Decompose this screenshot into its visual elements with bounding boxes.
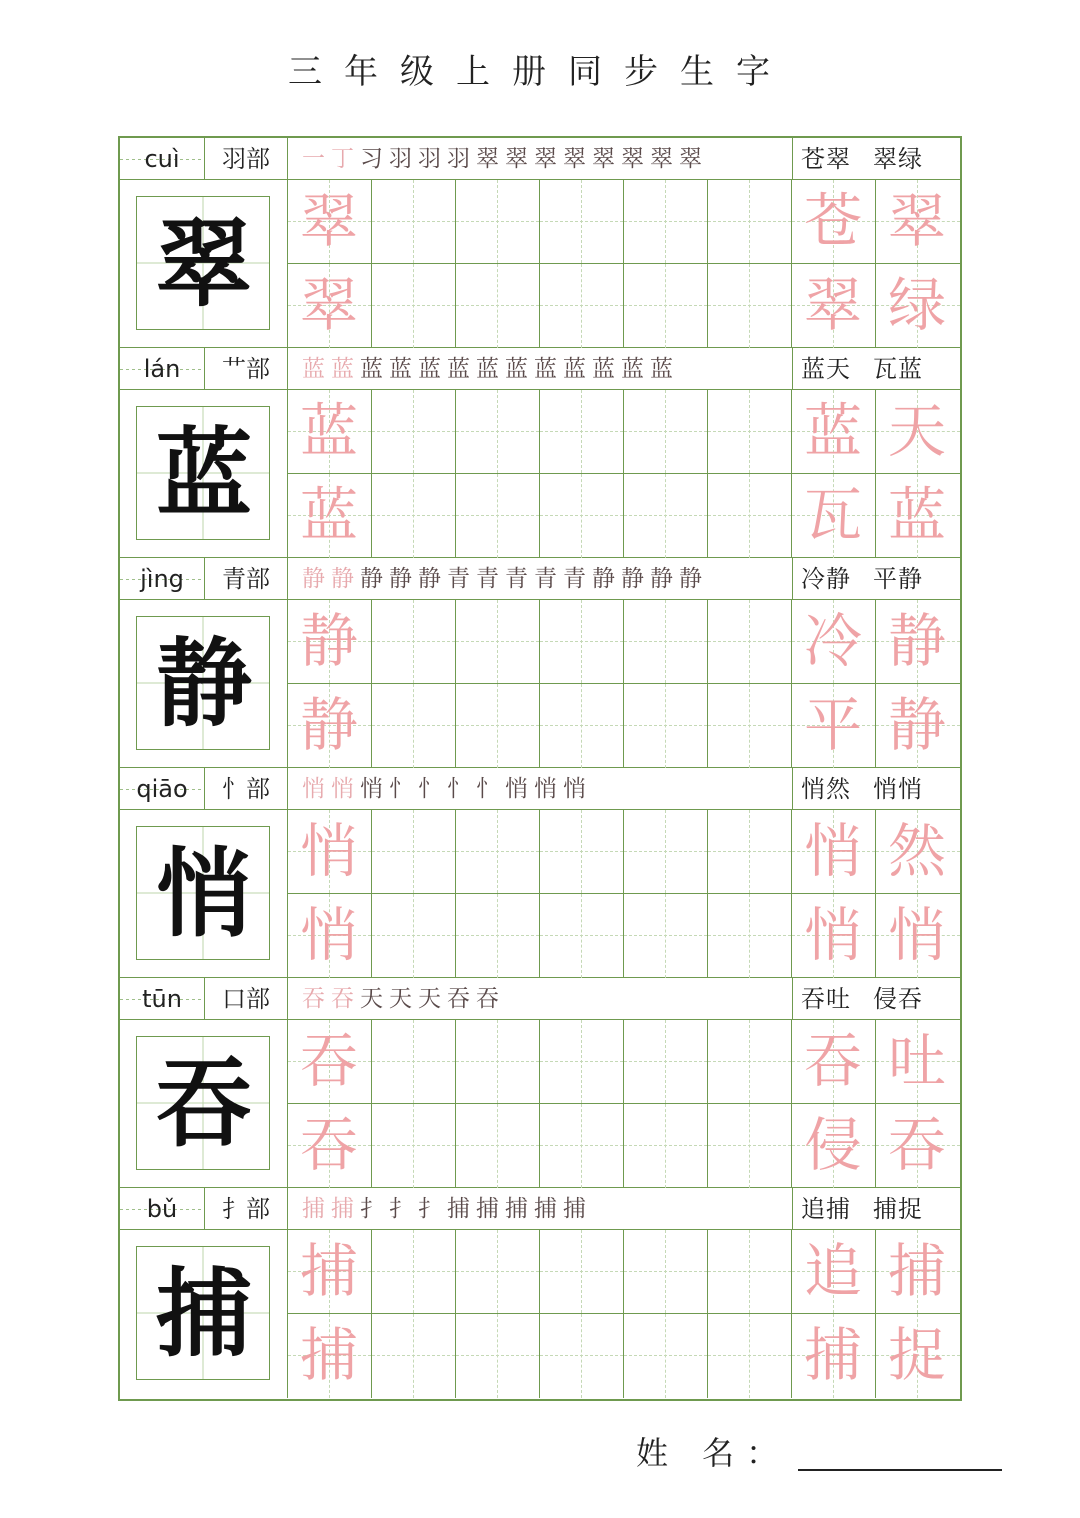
writing-cell[interactable] [372,684,456,768]
writing-cell[interactable] [372,180,456,264]
trace-character: 静 [299,691,358,759]
stroke-step: 青 [505,566,530,592]
trace-character: 吐 [887,1027,946,1095]
stroke-step: 蓝 [389,356,414,382]
stroke-step: 吞 [331,986,356,1012]
trace-cell[interactable] [288,1314,372,1398]
trace-character: 侵 [803,1111,862,1179]
stroke-step: 捕 [476,1196,501,1222]
writing-cell[interactable] [540,810,624,894]
pinyin-label: lán [120,348,204,390]
word-trace-cell[interactable] [876,1020,960,1104]
writing-cell[interactable] [372,894,456,978]
writing-cell[interactable] [540,684,624,768]
word-trace-cell[interactable] [876,600,960,684]
character-block [120,138,960,348]
stroke-step: 天 [389,986,414,1012]
word-trace-cell[interactable] [792,1230,876,1314]
stroke-step: 忄 [476,776,501,802]
example-words [792,768,960,810]
trace-character: 吞 [299,1111,358,1179]
trace-character: 蓝 [803,397,862,465]
word-trace-cell[interactable] [876,264,960,348]
word-trace-cell[interactable] [876,684,960,768]
word-trace-cell[interactable] [792,600,876,684]
stroke-step: 蓝 [592,356,617,382]
name-blank-line[interactable] [798,1441,1002,1471]
pinyin-label: cuì [120,138,204,180]
writing-cell[interactable] [372,810,456,894]
trace-cell[interactable] [288,1230,372,1314]
character-header [120,768,960,810]
writing-cell[interactable] [456,684,540,768]
stroke-step: 蓝 [302,356,327,382]
model-character: 吞 [156,1047,252,1160]
writing-cell[interactable] [708,1104,792,1188]
stroke-order-row [288,768,792,810]
writing-cell[interactable] [708,810,792,894]
stroke-step: 扌 [389,1196,414,1222]
practice-grid [288,1230,960,1398]
stroke-step: 天 [360,986,385,1012]
stroke-step: 静 [302,566,327,592]
trace-character: 静 [887,607,946,675]
stroke-step: 静 [331,566,356,592]
radical-label: 扌部 [204,1188,288,1230]
model-character: 悄 [156,837,252,950]
trace-character: 吞 [803,1027,862,1095]
word-trace-cell[interactable] [876,1104,960,1188]
word-trace-cell[interactable] [792,1314,876,1398]
trace-cell[interactable] [288,1104,372,1188]
character-header [120,978,960,1020]
stroke-step: 蓝 [360,356,385,382]
writing-cell[interactable] [456,474,540,558]
example-word: 苍翠 [801,145,851,173]
stroke-step: 蓝 [418,356,443,382]
trace-character: 静 [299,607,358,675]
trace-character: 平 [803,691,862,759]
pinyin-label: jìng [120,558,204,600]
stroke-step: 静 [650,566,675,592]
model-character: 捕 [156,1257,252,1370]
stroke-step: 静 [621,566,646,592]
writing-cell[interactable] [624,1314,708,1398]
writing-cell[interactable] [708,390,792,474]
trace-character: 蓝 [299,397,358,465]
model-character-box [136,616,270,750]
trace-character: 翠 [803,271,862,339]
stroke-step: 翠 [534,146,559,172]
word-trace-cell[interactable] [876,810,960,894]
practice-sheet [118,136,962,1401]
writing-cell[interactable] [708,180,792,264]
trace-character: 苍 [803,187,862,255]
radical-label: 艹部 [204,348,288,390]
trace-character: 悄 [299,817,358,885]
stroke-step: 悄 [534,776,559,802]
stroke-step: 青 [534,566,559,592]
writing-cell[interactable] [624,600,708,684]
trace-cell[interactable] [288,684,372,768]
stroke-step: 翠 [592,146,617,172]
word-trace-cell[interactable] [876,894,960,978]
model-character-box [136,1036,270,1170]
writing-cell[interactable] [372,390,456,474]
stroke-step: 翠 [621,146,646,172]
example-word: 蓝天 [801,355,851,383]
trace-character: 蓝 [299,481,358,549]
trace-character: 静 [887,691,946,759]
stroke-step: 羽 [418,146,443,172]
example-word: 冷静 [801,565,851,593]
example-word: 侵吞 [873,985,923,1013]
trace-cell[interactable] [288,264,372,348]
stroke-step: 扌 [360,1196,385,1222]
word-trace-cell[interactable] [792,390,876,474]
stroke-step: 丁 [331,146,356,172]
writing-cell[interactable] [540,894,624,978]
stroke-order-row [288,348,792,390]
word-trace-cell[interactable] [792,810,876,894]
word-trace-cell[interactable] [792,180,876,264]
stroke-step: 静 [592,566,617,592]
writing-cell[interactable] [624,390,708,474]
page-title: 三年级上册同步生字 [288,52,792,92]
model-character: 静 [156,627,252,740]
trace-cell[interactable] [288,474,372,558]
example-word: 平静 [873,565,923,593]
writing-cell[interactable] [708,894,792,978]
stroke-step: 吞 [476,986,501,1012]
stroke-order-row [288,138,792,180]
character-block [120,978,960,1188]
writing-cell[interactable] [456,1020,540,1104]
stroke-step: 蓝 [650,356,675,382]
stroke-order-row [288,558,792,600]
model-character-box [136,196,270,330]
stroke-step: 扌 [418,1196,443,1222]
example-words [792,348,960,390]
example-words [792,138,960,180]
writing-cell[interactable] [624,1104,708,1188]
stroke-order-row [288,1188,792,1230]
stroke-step: 静 [360,566,385,592]
stroke-step: 青 [476,566,501,592]
word-trace-cell[interactable] [876,390,960,474]
writing-cell[interactable] [708,474,792,558]
writing-cell[interactable] [456,180,540,264]
trace-character: 吞 [887,1111,946,1179]
practice-grid [288,600,960,768]
trace-cell[interactable] [288,600,372,684]
word-trace-cell[interactable] [876,1230,960,1314]
trace-character: 翠 [299,187,358,255]
trace-character: 捉 [887,1321,946,1389]
name-field[interactable] [636,1428,1002,1478]
character-block [120,768,960,978]
writing-cell[interactable] [708,684,792,768]
stroke-step: 悄 [505,776,530,802]
practice-grid [288,1020,960,1188]
word-trace-cell[interactable] [792,1104,876,1188]
example-word: 瓦蓝 [873,355,923,383]
stroke-step: 翠 [679,146,704,172]
trace-character: 悄 [887,901,946,969]
trace-character: 蓝 [887,481,946,549]
writing-cell[interactable] [540,1020,624,1104]
stroke-step: 蓝 [563,356,588,382]
trace-character: 吞 [299,1027,358,1095]
writing-cell[interactable] [372,1104,456,1188]
practice-grid [288,180,960,348]
trace-character: 追 [803,1237,862,1305]
writing-cell[interactable] [456,894,540,978]
stroke-step: 翠 [476,146,501,172]
trace-character: 绿 [887,271,946,339]
writing-cell[interactable] [456,390,540,474]
stroke-step: 捕 [505,1196,530,1222]
stroke-step: 翠 [563,146,588,172]
radical-label: 忄部 [204,768,288,810]
stroke-step: 青 [563,566,588,592]
stroke-order-row [288,978,792,1020]
writing-cell[interactable] [624,264,708,348]
example-word: 悄然 [801,775,851,803]
word-trace-cell[interactable] [876,180,960,264]
stroke-step: 吞 [302,986,327,1012]
stroke-step: 羽 [447,146,472,172]
trace-character: 冷 [803,607,862,675]
trace-cell[interactable] [288,390,372,474]
stroke-step: 悄 [563,776,588,802]
writing-cell[interactable] [540,1230,624,1314]
word-trace-cell[interactable] [876,474,960,558]
writing-cell[interactable] [624,810,708,894]
word-trace-cell[interactable] [792,474,876,558]
writing-cell[interactable] [624,1230,708,1314]
trace-cell[interactable] [288,894,372,978]
stroke-step: 捕 [447,1196,472,1222]
stroke-step: 忄 [389,776,414,802]
example-word: 悄悄 [873,775,923,803]
stroke-step: 静 [418,566,443,592]
trace-character: 天 [887,397,946,465]
stroke-step: 青 [447,566,472,592]
character-block [120,1188,960,1398]
stroke-step: 静 [679,566,704,592]
example-word: 追捕 [801,1195,851,1223]
model-character-box [136,826,270,960]
writing-cell[interactable] [624,474,708,558]
model-character-box [136,406,270,540]
pinyin-label: qiāo [120,768,204,810]
example-words [792,1188,960,1230]
stroke-step: 天 [418,986,443,1012]
model-character-box [136,1246,270,1380]
stroke-step: 蓝 [331,356,356,382]
writing-cell[interactable] [372,264,456,348]
character-header [120,348,960,390]
stroke-step: 一 [302,146,327,172]
trace-cell[interactable] [288,810,372,894]
word-trace-cell[interactable] [792,264,876,348]
stroke-step: 羽 [389,146,414,172]
writing-cell[interactable] [372,1020,456,1104]
trace-character: 捕 [887,1237,946,1305]
stroke-step: 翠 [650,146,675,172]
stroke-step: 吞 [447,986,472,1012]
stroke-step: 悄 [360,776,385,802]
writing-cell[interactable] [456,1314,540,1398]
writing-cell[interactable] [456,264,540,348]
writing-cell[interactable] [624,894,708,978]
model-character: 翠 [156,207,252,320]
radical-label: 羽部 [204,138,288,180]
pinyin-label: bǔ [120,1188,204,1230]
trace-character: 翠 [887,187,946,255]
stroke-step: 翠 [505,146,530,172]
pinyin-label: tūn [120,978,204,1020]
character-block [120,558,960,768]
stroke-step: 蓝 [534,356,559,382]
trace-character: 悄 [803,817,862,885]
writing-cell[interactable] [540,390,624,474]
practice-grid [288,810,960,978]
stroke-step: 捕 [534,1196,559,1222]
writing-cell[interactable] [624,684,708,768]
writing-cell[interactable] [708,1314,792,1398]
writing-cell[interactable] [456,1104,540,1188]
writing-cell[interactable] [624,180,708,264]
writing-cell[interactable] [372,474,456,558]
writing-cell[interactable] [372,1230,456,1314]
stroke-step: 蓝 [505,356,530,382]
writing-cell[interactable] [708,264,792,348]
trace-cell[interactable] [288,180,372,264]
trace-character: 翠 [299,271,358,339]
word-trace-cell[interactable] [792,684,876,768]
writing-cell[interactable] [372,600,456,684]
radical-label: 口部 [204,978,288,1020]
character-block [120,348,960,558]
model-character: 蓝 [156,417,252,530]
writing-cell[interactable] [540,264,624,348]
stroke-step: 忄 [447,776,472,802]
writing-cell[interactable] [456,600,540,684]
trace-character: 瓦 [803,481,862,549]
practice-grid [288,390,960,558]
name-label: 姓 名： [636,1434,791,1472]
stroke-step: 静 [389,566,414,592]
word-trace-cell[interactable] [792,894,876,978]
writing-cell[interactable] [708,600,792,684]
stroke-step: 捕 [331,1196,356,1222]
writing-cell[interactable] [540,180,624,264]
trace-character: 悄 [299,901,358,969]
stroke-step: 悄 [331,776,356,802]
trace-character: 捕 [299,1237,358,1305]
writing-cell[interactable] [708,1230,792,1314]
example-word: 捕捉 [873,1195,923,1223]
writing-cell[interactable] [540,474,624,558]
stroke-step: 蓝 [621,356,646,382]
character-header [120,138,960,180]
character-header [120,1188,960,1230]
stroke-step: 悄 [302,776,327,802]
stroke-step: 蓝 [476,356,501,382]
example-word: 翠绿 [873,145,923,173]
stroke-step: 捕 [302,1196,327,1222]
writing-cell[interactable] [456,1230,540,1314]
word-trace-cell[interactable] [792,1020,876,1104]
stroke-step: 习 [360,146,385,172]
trace-character: 捕 [299,1321,358,1389]
trace-character: 捕 [803,1321,862,1389]
character-header [120,558,960,600]
writing-cell[interactable] [540,1104,624,1188]
word-trace-cell[interactable] [876,1314,960,1398]
stroke-step: 忄 [418,776,443,802]
example-words [792,558,960,600]
example-words [792,978,960,1020]
writing-cell[interactable] [540,1314,624,1398]
writing-cell[interactable] [708,1020,792,1104]
writing-cell[interactable] [540,600,624,684]
stroke-step: 蓝 [447,356,472,382]
writing-cell[interactable] [456,810,540,894]
radical-label: 青部 [204,558,288,600]
trace-character: 悄 [803,901,862,969]
example-word: 吞吐 [801,985,851,1013]
stroke-step: 捕 [563,1196,588,1222]
trace-cell[interactable] [288,1020,372,1104]
writing-cell[interactable] [372,1314,456,1398]
trace-character: 然 [887,817,946,885]
writing-cell[interactable] [624,1020,708,1104]
